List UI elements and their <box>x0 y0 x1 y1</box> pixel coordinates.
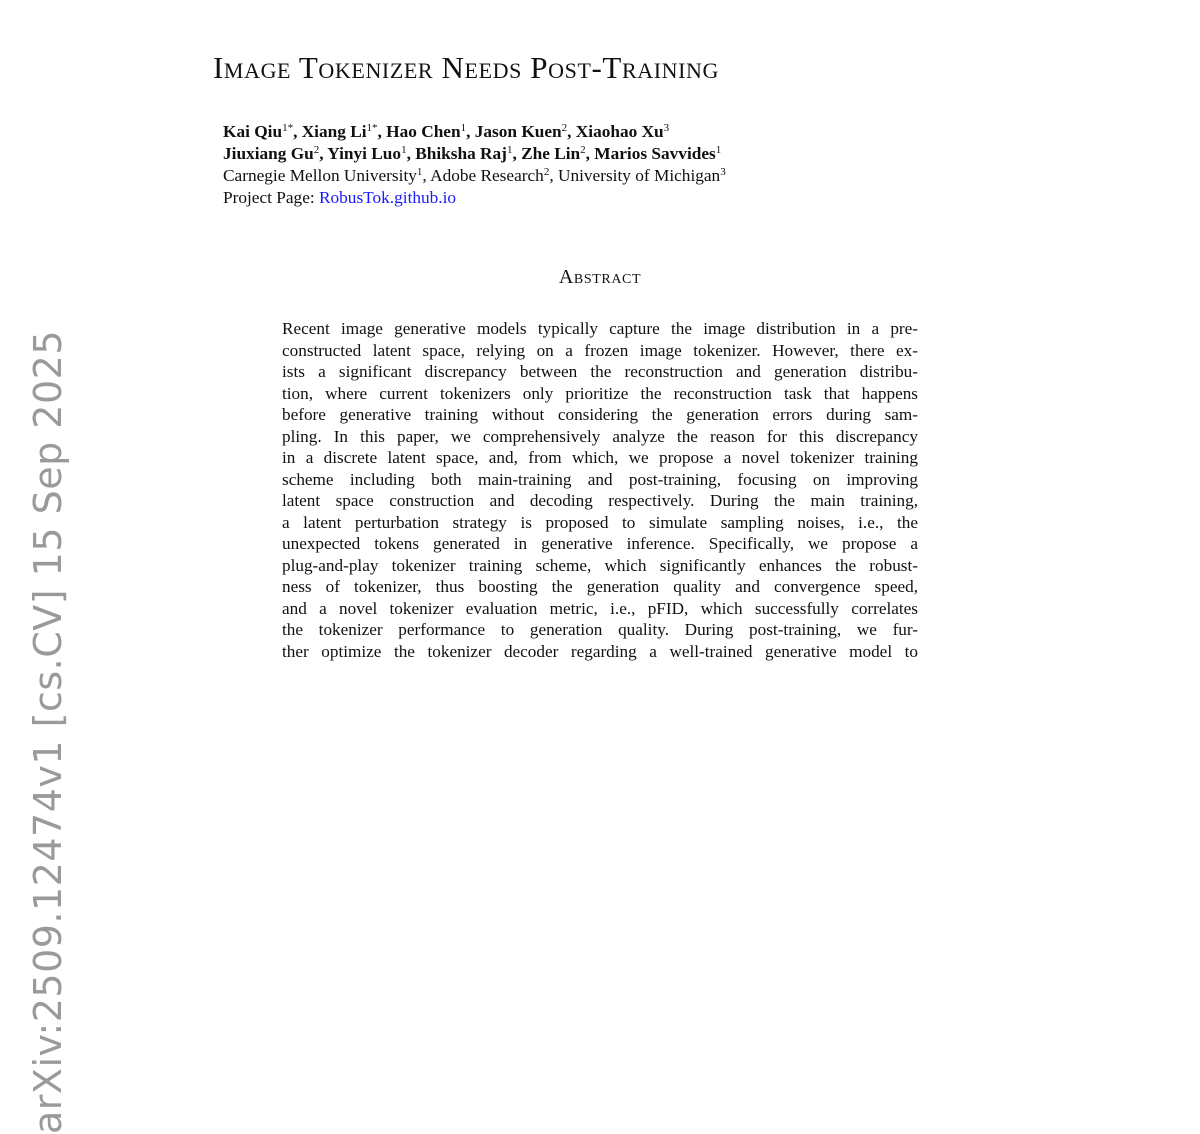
author-name: Jiuxiang Gu <box>223 144 314 163</box>
project-page-link[interactable]: RobusTok.github.io <box>319 188 457 207</box>
author-affiliation-mark: 1 <box>460 122 467 134</box>
abstract-line: the tokenizer performance to generation quality. During post-training, we fur- <box>282 620 918 639</box>
author-name: Jason Kuen <box>474 122 562 141</box>
project-page-line <box>223 187 726 209</box>
abstract-line: ists a significant discrepancy between the reconstruction and generation distribu- <box>282 362 918 381</box>
abstract-line: and a novel tokenizer evaluation metric, i.e., pFID, which successfully correlates <box>282 598 918 618</box>
author-name: Xiang Li <box>301 122 367 141</box>
abstract-line: unexpected tokens generated in generative inference. Specifically, we propose a <box>282 534 918 553</box>
affiliation-name: Adobe Research <box>430 166 544 185</box>
author-line-1: Kai Qiu$^{1*}$, Xiang $Li^{1*}$, Hao Chen$^1$, Jason Kuen$^2$, Xiaohao Xu$^3$ <box>223 122 670 141</box>
abstract-line: ness of tokenizer, thus boosting the generation quality and convergence speed, <box>282 577 918 596</box>
author-name: Xiaohao Xu <box>575 122 664 141</box>
author-affiliation-mark: 2 <box>313 144 320 156</box>
affiliation-mark: 2 <box>543 166 550 178</box>
affiliation-mark: 1 <box>416 166 423 178</box>
project-page-label: Project Page: <box>223 188 315 207</box>
abstract-line: latent space construction and decoding respectively. During the main training, <box>282 491 918 510</box>
affiliation-mark: 3 <box>720 166 726 178</box>
paper-title: Image Tokenizer Needs Post-Training <box>213 50 720 85</box>
abstract-line: tion, where current tokenizers only prioritize the reconstruction task that happens <box>282 383 918 403</box>
abstract-line: pling. In this paper, we comprehensively analyze the reason for this discrepancy <box>282 426 918 446</box>
author-affiliation-mark: 1* <box>282 122 294 134</box>
abstract-line: a latent perturbation strategy is proposed to simulate sampling noises, i.e., the <box>282 512 918 532</box>
author-affiliation-mark: 1 <box>715 144 722 156</box>
abstract-line: scheme including both main-training and post-training, focusing on improving <box>282 469 918 489</box>
author-affiliation-mark: 1 <box>401 144 407 156</box>
affiliation-name: Carnegie Mellon University <box>223 166 417 185</box>
author-line-2: Jiuxiang Gu$^2$, Yinyi Luo$^1$, Bhiksha Raj$^1$, Zhe Lin$^2$, Marios Savvides$^1$ <box>223 144 722 163</box>
author-affiliation-mark: 1 <box>506 144 513 156</box>
affiliation-name: University of Michigan <box>557 166 721 185</box>
author-name: Hao Chen <box>386 122 461 141</box>
affiliations-line: Carnegie Mellon University$^1$, Adobe Research$^2$, University of Michigan$^3$ <box>223 166 726 185</box>
author-name: Bhiksha Raj <box>415 144 507 163</box>
author-block <box>223 121 726 209</box>
author-name: Zhe Lin <box>521 144 581 163</box>
author-affiliation-mark: 2 <box>561 122 568 134</box>
author-affiliation-mark: 3 <box>663 122 670 134</box>
abstract-line: plug-and-play tokenizer training scheme, which significantly enhances the robust- <box>282 555 918 575</box>
arxiv-identifier-stamp <box>26 330 76 1134</box>
author-affiliation-mark: 1* <box>366 122 378 134</box>
abstract-body <box>282 318 918 662</box>
abstract-line: in a discrete latent space, and, from which, we propose a novel tokenizer training <box>282 448 918 467</box>
author-name: Kai Qiu <box>223 122 283 141</box>
abstract-line: before generative training without considering the generation errors during sam- <box>282 405 918 424</box>
author-affiliation-mark: 2 <box>580 144 586 156</box>
author-name: Marios Savvides <box>594 144 716 163</box>
abstract-line: constructed latent space, relying on a frozen image tokenizer. However, there ex- <box>282 340 918 360</box>
abstract-line: ther optimize the tokenizer decoder regarding a well-trained generative model to <box>282 641 918 661</box>
author-name: Yinyi Luo <box>327 144 402 163</box>
abstract-line: Recent image generative models typically capture the image distribution in a pre- <box>282 319 918 338</box>
abstract-heading: Abstract <box>558 266 642 288</box>
arxiv-stamp-text: arXiv:2509.12474v1 [cs.CV] 15 Sep 2025 <box>26 330 70 1134</box>
